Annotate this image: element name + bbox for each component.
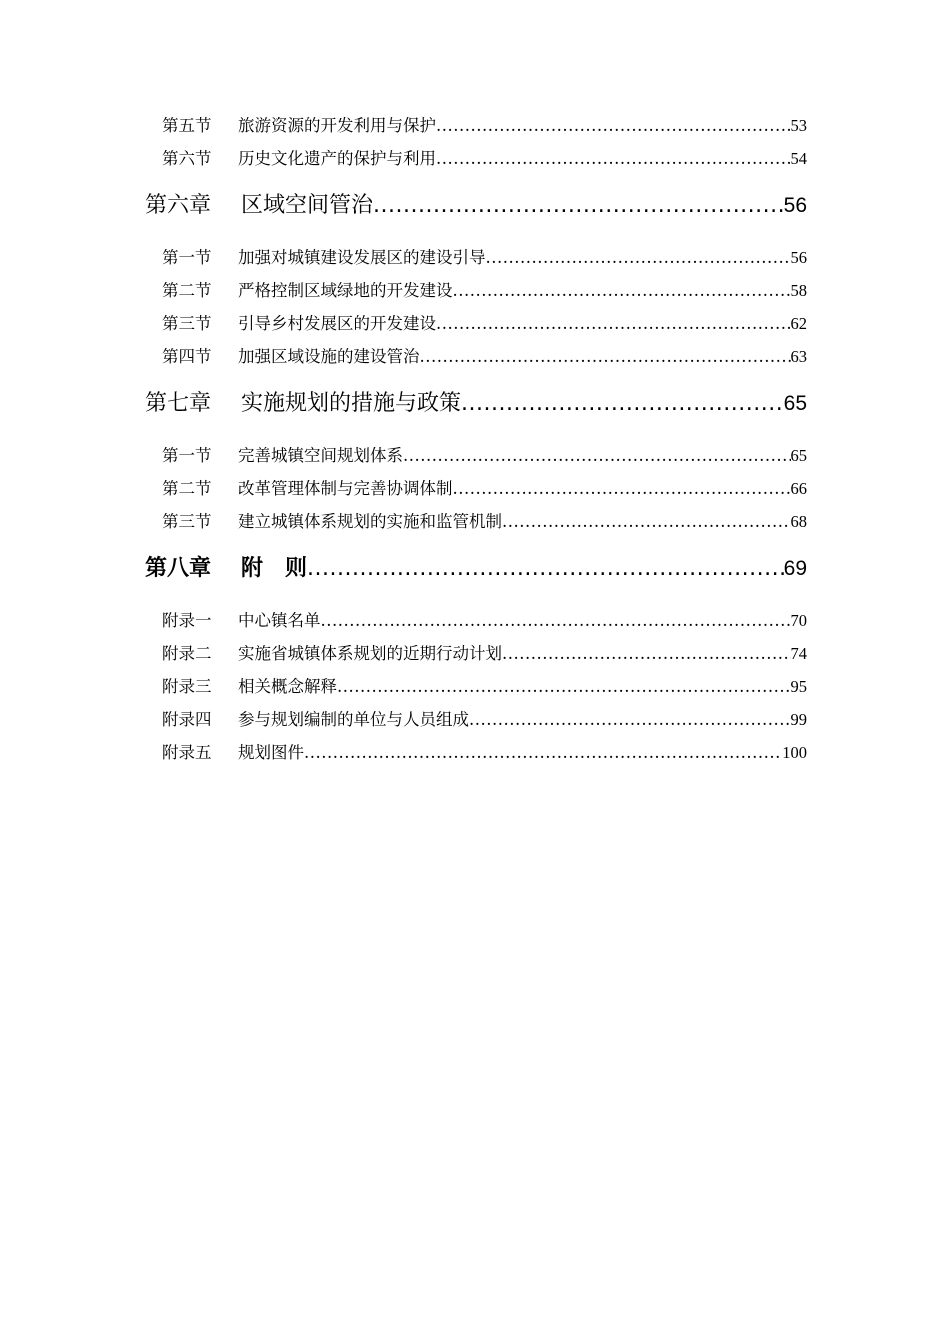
toc-entry-section[interactable] xyxy=(145,508,807,541)
section-label: 第四节 xyxy=(162,347,212,366)
section-title: 改革管理体制与完善协调体制 xyxy=(238,479,453,498)
section-label: 第二节 xyxy=(162,281,212,300)
toc-entry-appendix[interactable] xyxy=(145,607,807,640)
toc-entry-appendix[interactable] xyxy=(145,673,807,706)
appendix-title: 规划图件 xyxy=(238,743,304,762)
appendix-title: 相关概念解释 xyxy=(238,677,337,696)
dot-leader xyxy=(373,193,784,218)
section-label: 第三节 xyxy=(162,314,212,333)
page-number: 54 xyxy=(790,149,807,168)
dot-leader xyxy=(502,512,791,531)
section-title: 建立城镇体系规划的实施和监管机制 xyxy=(238,512,502,531)
dot-leader xyxy=(486,248,791,267)
toc-entry-section[interactable] xyxy=(145,343,807,376)
toc-entry-chapter[interactable] xyxy=(145,551,807,595)
dot-leader xyxy=(436,149,791,168)
dot-leader xyxy=(321,611,791,630)
toc-entry-chapter[interactable] xyxy=(145,188,807,232)
dot-leader xyxy=(403,446,791,465)
dot-leader xyxy=(502,644,791,663)
appendix-label: 附录二 xyxy=(162,644,212,663)
dot-leader xyxy=(304,743,782,762)
toc-entry-appendix[interactable] xyxy=(145,739,807,772)
page-number: 58 xyxy=(790,281,807,300)
page-number: 68 xyxy=(790,512,807,531)
section-label: 第三节 xyxy=(162,512,212,531)
toc-entry-section[interactable] xyxy=(145,112,807,145)
page-number: 66 xyxy=(790,479,807,498)
table-of-contents xyxy=(145,112,807,772)
page-number: 56 xyxy=(783,194,807,217)
section-label: 第五节 xyxy=(162,116,212,135)
page-number: 63 xyxy=(790,347,807,366)
section-title: 历史文化遗产的保护与利用 xyxy=(238,149,436,168)
appendix-title: 中心镇名单 xyxy=(238,611,321,630)
page-number: 74 xyxy=(790,644,807,663)
section-label: 第一节 xyxy=(162,446,212,465)
dot-leader xyxy=(453,281,791,300)
page-number: 62 xyxy=(790,314,807,333)
dot-leader xyxy=(307,556,784,581)
toc-entry-section[interactable] xyxy=(145,310,807,343)
section-title: 加强对城镇建设发展区的建设引导 xyxy=(238,248,486,267)
page-number: 65 xyxy=(783,392,807,415)
appendix-label: 附录三 xyxy=(162,677,212,696)
section-title: 严格控制区域绿地的开发建设 xyxy=(238,281,453,300)
section-title: 引导乡村发展区的开发建设 xyxy=(238,314,436,333)
section-label: 第二节 xyxy=(162,479,212,498)
section-title: 完善城镇空间规划体系 xyxy=(238,446,403,465)
toc-entry-section[interactable] xyxy=(145,277,807,310)
toc-entry-appendix[interactable] xyxy=(145,706,807,739)
appendix-title: 参与规划编制的单位与人员组成 xyxy=(238,710,469,729)
chapter-title: 区域空间管治 xyxy=(241,193,374,218)
dot-leader xyxy=(420,347,791,366)
dot-leader xyxy=(436,314,791,333)
page-number: 69 xyxy=(783,557,807,580)
section-label: 第六节 xyxy=(162,149,212,168)
chapter-title: 附 则 xyxy=(241,556,308,581)
dot-leader xyxy=(337,677,791,696)
dot-leader xyxy=(461,391,784,416)
chapter-title: 实施规划的措施与政策 xyxy=(241,391,462,416)
page-number: 95 xyxy=(790,677,807,696)
page-number: 70 xyxy=(790,611,807,630)
section-title: 加强区域设施的建设管治 xyxy=(238,347,420,366)
toc-entry-appendix[interactable] xyxy=(145,640,807,673)
dot-leader xyxy=(453,479,791,498)
page-number: 65 xyxy=(790,446,807,465)
toc-entry-section[interactable] xyxy=(145,442,807,475)
page-number: 56 xyxy=(790,248,807,267)
toc-entry-section[interactable] xyxy=(145,145,807,178)
dot-leader xyxy=(436,116,791,135)
page-number: 99 xyxy=(790,710,807,729)
toc-entry-chapter[interactable] xyxy=(145,386,807,430)
chapter-label: 第六章 xyxy=(145,193,212,218)
toc-entry-section[interactable] xyxy=(145,244,807,277)
toc-entry-section[interactable] xyxy=(145,475,807,508)
dot-leader xyxy=(469,710,791,729)
appendix-label: 附录五 xyxy=(162,743,212,762)
section-title: 旅游资源的开发利用与保护 xyxy=(238,116,436,135)
chapter-label: 第八章 xyxy=(145,556,212,581)
appendix-title: 实施省城镇体系规划的近期行动计划 xyxy=(238,644,502,663)
page-number: 53 xyxy=(790,116,807,135)
page-number: 100 xyxy=(782,743,807,762)
section-label: 第一节 xyxy=(162,248,212,267)
appendix-label: 附录四 xyxy=(162,710,212,729)
appendix-label: 附录一 xyxy=(162,611,212,630)
chapter-label: 第七章 xyxy=(145,391,212,416)
